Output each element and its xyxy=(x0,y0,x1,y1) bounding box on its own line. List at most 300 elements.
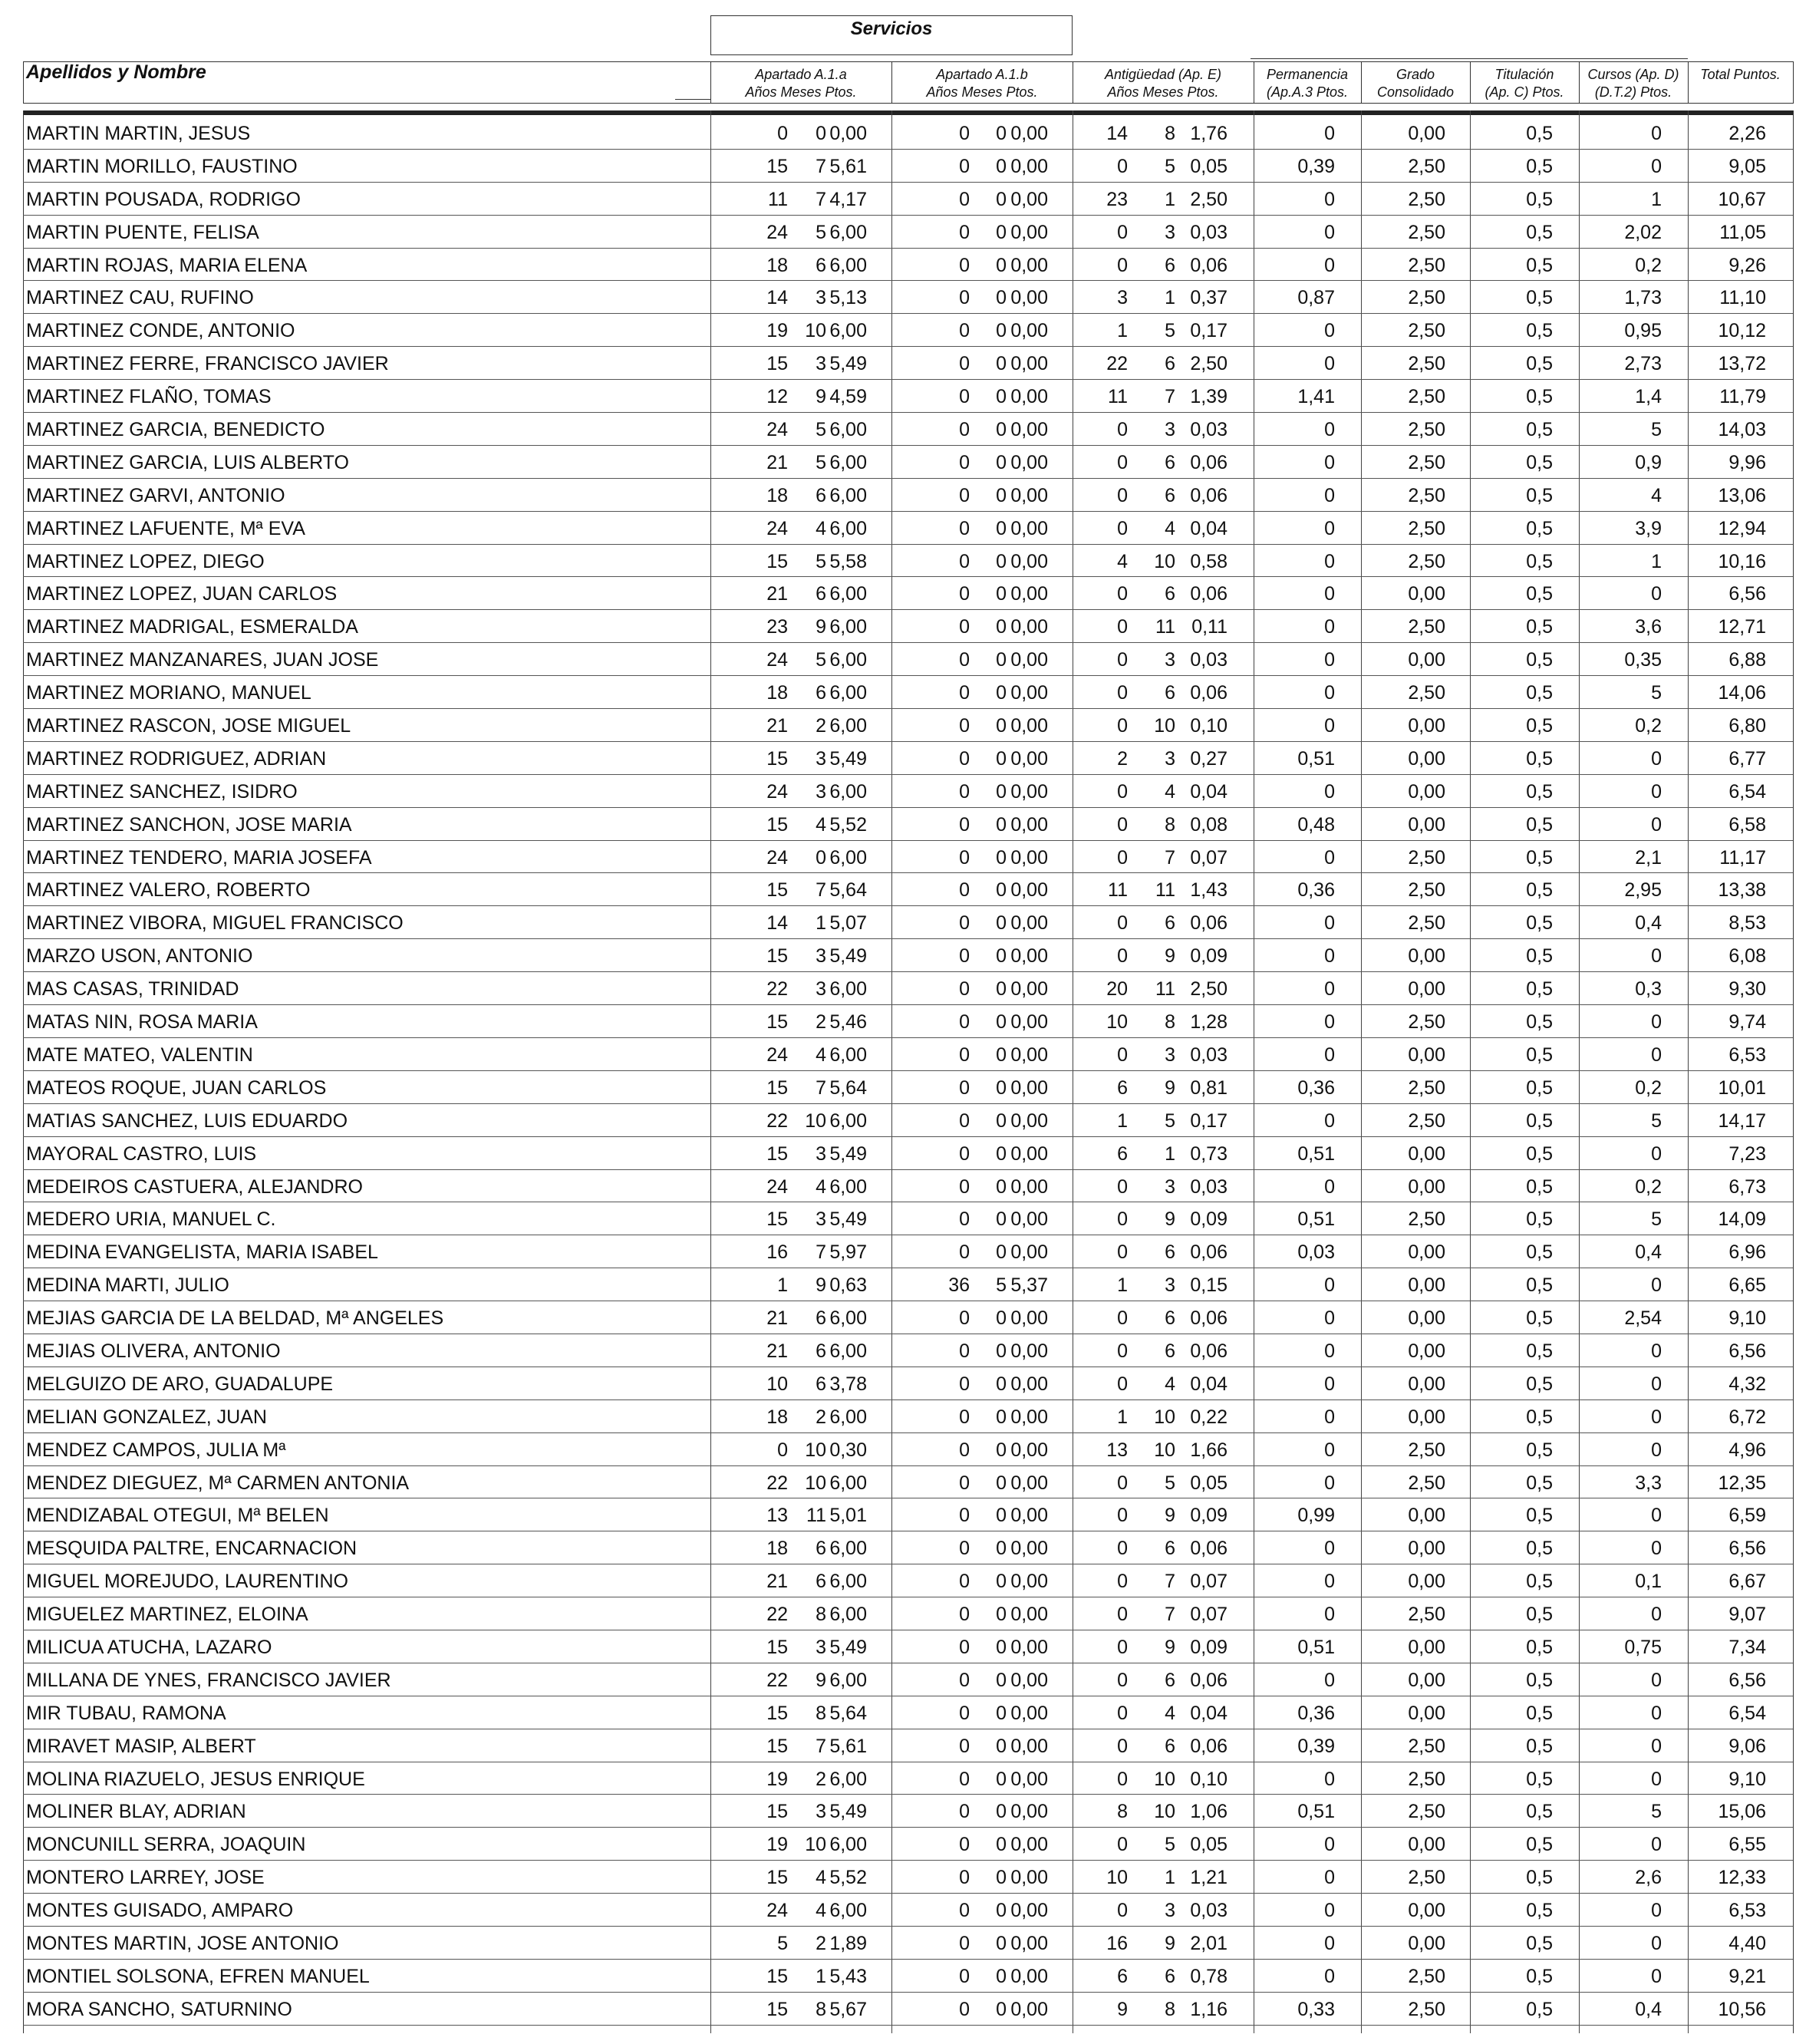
row-name: MARTIN MARTIN, JESUS xyxy=(26,123,251,144)
cell-a1b-meses: 0 xyxy=(996,353,1007,375)
row-name: MARTINEZ LAFUENTE, Mª EVA xyxy=(26,517,305,539)
cell-titulacion: 0,5 xyxy=(1526,1998,1553,2020)
cell-grado: 2,50 xyxy=(1408,1439,1445,1461)
cell-titulacion: 0,5 xyxy=(1526,945,1553,968)
cell-antig-meses: 10 xyxy=(1154,1768,1175,1790)
cell-permanencia: 0,36 xyxy=(1297,1702,1335,1724)
cell-a1a-meses: 6 xyxy=(816,1373,826,1395)
header-bottom-rule xyxy=(23,103,1794,104)
cell-antig-anos: 6 xyxy=(1117,1076,1128,1099)
cell-a1b-ptos: 0,00 xyxy=(1010,1932,1048,1954)
cell-a1b-ptos: 0,00 xyxy=(1010,484,1048,506)
cell-total: 10,16 xyxy=(1718,550,1766,572)
cell-titulacion: 0,5 xyxy=(1526,1109,1553,1132)
cell-a1a-meses: 4 xyxy=(816,517,826,539)
cell-permanencia: 0,36 xyxy=(1297,1076,1335,1099)
cell-permanencia: 0,51 xyxy=(1297,1801,1335,1823)
cell-antig-ptos: 0,10 xyxy=(1190,1768,1227,1790)
cell-a1a-meses: 6 xyxy=(816,1571,826,1593)
cell-permanencia: 0 xyxy=(1324,1109,1335,1132)
cell-grado: 2,50 xyxy=(1408,484,1445,506)
cell-a1a-anos: 24 xyxy=(766,1900,788,1922)
row-name: MATIAS SANCHEZ, LUIS EDUARDO xyxy=(26,1109,348,1132)
cell-a1b-anos: 0 xyxy=(959,583,970,605)
cell-a1b-meses: 0 xyxy=(996,1965,1007,1987)
cell-a1a-meses: 9 xyxy=(816,386,826,408)
cell-a1a-ptos: 0,63 xyxy=(829,1274,867,1297)
cell-a1a-meses: 6 xyxy=(816,583,826,605)
cell-a1b-anos: 0 xyxy=(959,320,970,342)
row-name: MATE MATEO, VALENTIN xyxy=(26,1043,253,1066)
cell-a1b-anos: 0 xyxy=(959,1373,970,1395)
cell-permanencia: 0 xyxy=(1324,517,1335,539)
cell-grado: 0,00 xyxy=(1408,1175,1445,1198)
cell-a1b-ptos: 0,00 xyxy=(1010,1636,1048,1658)
cell-a1a-ptos: 5,67 xyxy=(829,1998,867,2020)
cell-a1a-anos: 18 xyxy=(766,254,788,276)
cell-permanencia: 0,33 xyxy=(1297,1998,1335,2020)
cell-cursos: 2,95 xyxy=(1624,879,1662,902)
cell-total: 10,12 xyxy=(1718,320,1766,342)
cell-grado: 0,00 xyxy=(1408,123,1445,144)
cell-cursos: 3,6 xyxy=(1635,616,1662,638)
cell-permanencia: 0 xyxy=(1324,1274,1335,1297)
cell-a1a-meses: 10 xyxy=(805,1834,826,1856)
cell-titulacion: 0,5 xyxy=(1526,682,1553,704)
cell-titulacion: 0,5 xyxy=(1526,583,1553,605)
cell-a1a-meses: 3 xyxy=(816,945,826,968)
cell-a1b-anos: 0 xyxy=(959,1142,970,1165)
cell-titulacion: 0,5 xyxy=(1526,1932,1553,1954)
cell-antig-anos: 0 xyxy=(1117,1735,1128,1757)
cell-a1b-anos: 0 xyxy=(959,1439,970,1461)
cell-a1a-anos: 15 xyxy=(766,353,788,375)
cell-antig-meses: 9 xyxy=(1165,1636,1175,1658)
cell-total: 6,56 xyxy=(1728,1669,1766,1691)
cell-a1b-anos: 0 xyxy=(959,1076,970,1099)
cell-antig-meses: 6 xyxy=(1165,583,1175,605)
cell-a1b-ptos: 0,00 xyxy=(1010,1373,1048,1395)
cell-antig-anos: 0 xyxy=(1117,945,1128,968)
table-row xyxy=(23,873,1793,906)
cell-a1a-meses: 4 xyxy=(816,1175,826,1198)
cell-cursos: 0 xyxy=(1651,1538,1662,1560)
cell-a1b-anos: 0 xyxy=(959,1735,970,1757)
cell-antig-meses: 11 xyxy=(1155,978,1175,1001)
cell-antig-ptos: 0,06 xyxy=(1190,484,1227,506)
cell-cursos: 0 xyxy=(1651,1373,1662,1395)
cell-antig-meses: 11 xyxy=(1155,616,1175,638)
cell-a1a-anos: 15 xyxy=(766,1735,788,1757)
cell-a1a-meses: 6 xyxy=(816,682,826,704)
cell-cursos: 0,2 xyxy=(1635,1076,1662,1099)
cell-titulacion: 0,5 xyxy=(1526,320,1553,342)
cell-a1b-anos: 0 xyxy=(959,1636,970,1658)
cell-a1a-meses: 2 xyxy=(816,1406,826,1428)
cell-a1a-ptos: 6,00 xyxy=(829,1340,867,1362)
cell-cursos: 0 xyxy=(1651,747,1662,770)
cell-antig-meses: 7 xyxy=(1165,386,1175,408)
cell-antig-anos: 0 xyxy=(1117,1900,1128,1922)
cell-a1a-anos: 10 xyxy=(766,1373,788,1395)
cell-antig-anos: 0 xyxy=(1117,1636,1128,1658)
cell-cursos: 0,3 xyxy=(1635,978,1662,1001)
table-row xyxy=(23,1564,1793,1597)
cell-grado: 2,50 xyxy=(1408,1472,1445,1494)
cell-titulacion: 0,5 xyxy=(1526,747,1553,770)
cell-a1b-ptos: 0,00 xyxy=(1010,188,1048,210)
cell-a1a-ptos: 5,07 xyxy=(829,912,867,935)
cell-antig-ptos: 0,03 xyxy=(1190,1900,1227,1922)
cell-titulacion: 0,5 xyxy=(1526,1307,1553,1330)
cell-total: 15,06 xyxy=(1718,1801,1766,1823)
cell-a1a-anos: 15 xyxy=(766,1011,788,1034)
cell-antig-ptos: 0,06 xyxy=(1190,682,1227,704)
col-a1b-header xyxy=(891,66,1073,101)
cell-a1b-ptos: 0,00 xyxy=(1010,1241,1048,1264)
cell-antig-ptos: 0,17 xyxy=(1190,320,1227,342)
cell-antig-anos: 0 xyxy=(1117,1571,1128,1593)
cell-antig-ptos: 0,58 xyxy=(1190,550,1227,572)
cell-cursos: 0 xyxy=(1651,1406,1662,1428)
cell-antig-ptos: 0,09 xyxy=(1190,945,1227,968)
cell-a1a-meses: 8 xyxy=(816,1702,826,1724)
cell-antig-meses: 3 xyxy=(1165,1274,1175,1297)
cell-cursos: 5 xyxy=(1651,1208,1662,1231)
cell-antig-anos: 0 xyxy=(1117,419,1128,441)
cell-a1b-anos: 0 xyxy=(959,1472,970,1494)
data-table-body xyxy=(23,117,1793,2026)
cell-total: 6,67 xyxy=(1728,1571,1766,1593)
table-row xyxy=(23,1466,1793,1499)
cell-titulacion: 0,5 xyxy=(1526,123,1553,144)
cell-a1b-anos: 0 xyxy=(959,1669,970,1691)
cell-a1b-ptos: 0,00 xyxy=(1010,1505,1048,1527)
cell-titulacion: 0,5 xyxy=(1526,550,1553,572)
cell-a1a-meses: 5 xyxy=(816,649,826,671)
cell-antig-meses: 1 xyxy=(1165,1142,1175,1165)
cell-a1b-meses: 0 xyxy=(996,1142,1007,1165)
cell-antig-ptos: 0,09 xyxy=(1190,1208,1227,1231)
table-row xyxy=(23,1137,1793,1170)
cell-a1a-meses: 10 xyxy=(805,320,826,342)
cell-antig-meses: 5 xyxy=(1165,1109,1175,1132)
cell-grado: 2,50 xyxy=(1408,287,1445,309)
cell-a1a-ptos: 0,30 xyxy=(829,1439,867,1461)
cell-antig-anos: 0 xyxy=(1117,1241,1128,1264)
cell-antig-anos: 0 xyxy=(1117,813,1128,836)
cell-titulacion: 0,5 xyxy=(1526,1472,1553,1494)
cell-grado: 2,50 xyxy=(1408,1604,1445,1626)
cell-grado: 0,00 xyxy=(1408,1702,1445,1724)
cell-grado: 0,00 xyxy=(1408,1241,1445,1264)
cell-cursos: 0,9 xyxy=(1635,451,1662,473)
cell-grado: 0,00 xyxy=(1408,1406,1445,1428)
cell-cursos: 0 xyxy=(1651,1340,1662,1362)
cell-cursos: 0 xyxy=(1651,1834,1662,1856)
cell-a1b-anos: 0 xyxy=(959,1406,970,1428)
cell-a1b-meses: 0 xyxy=(996,1340,1007,1362)
cell-a1b-anos: 0 xyxy=(959,188,970,210)
cell-a1b-meses: 0 xyxy=(996,1636,1007,1658)
cell-a1a-meses: 0 xyxy=(816,123,826,144)
table-row xyxy=(23,1960,1793,1993)
cell-permanencia: 0,39 xyxy=(1297,1735,1335,1757)
cell-titulacion: 0,5 xyxy=(1526,1702,1553,1724)
cell-a1b-anos: 0 xyxy=(959,616,970,638)
cell-a1b-anos: 0 xyxy=(959,912,970,935)
row-name: MARTIN ROJAS, MARIA ELENA xyxy=(26,254,308,276)
cell-a1b-ptos: 0,00 xyxy=(1010,945,1048,968)
cell-a1b-anos: 0 xyxy=(959,1998,970,2020)
cell-a1a-anos: 21 xyxy=(766,583,788,605)
cell-cursos: 0 xyxy=(1651,583,1662,605)
cell-a1a-ptos: 6,00 xyxy=(829,1472,867,1494)
cell-total: 6,59 xyxy=(1728,1505,1766,1527)
table-row xyxy=(23,150,1793,183)
cell-a1a-ptos: 4,17 xyxy=(829,188,867,210)
cell-antig-anos: 0 xyxy=(1117,1175,1128,1198)
cell-permanencia: 0,51 xyxy=(1297,1208,1335,1231)
cell-a1a-ptos: 5,52 xyxy=(829,813,867,836)
cell-titulacion: 0,5 xyxy=(1526,188,1553,210)
cell-titulacion: 0,5 xyxy=(1526,451,1553,473)
cell-antig-meses: 6 xyxy=(1165,1241,1175,1264)
cell-total: 10,67 xyxy=(1718,188,1766,210)
cell-a1a-anos: 15 xyxy=(766,1702,788,1724)
cell-cursos: 2,6 xyxy=(1635,1867,1662,1889)
cell-antig-meses: 10 xyxy=(1154,1801,1175,1823)
cell-a1a-anos: 15 xyxy=(766,155,788,177)
table-row xyxy=(23,676,1793,709)
cell-cursos: 0 xyxy=(1651,1505,1662,1527)
cell-a1a-ptos: 6,00 xyxy=(829,715,867,737)
cell-a1b-ptos: 0,00 xyxy=(1010,1768,1048,1790)
cell-total: 11,05 xyxy=(1719,221,1766,243)
table-row xyxy=(23,939,1793,972)
table-row xyxy=(23,347,1793,380)
cell-antig-meses: 6 xyxy=(1165,1340,1175,1362)
cell-antig-anos: 8 xyxy=(1117,1801,1128,1823)
cell-a1a-meses: 7 xyxy=(816,1076,826,1099)
cell-cursos: 1,4 xyxy=(1635,386,1662,408)
col-total-header xyxy=(1688,66,1793,84)
cell-permanencia: 0 xyxy=(1324,1406,1335,1428)
cell-a1b-meses: 0 xyxy=(996,1208,1007,1231)
table-row xyxy=(23,1696,1793,1729)
row-name: MARTINEZ FLAÑO, TOMAS xyxy=(26,386,272,408)
cell-antig-meses: 3 xyxy=(1165,1900,1175,1922)
cell-antig-meses: 4 xyxy=(1165,1702,1175,1724)
cell-antig-ptos: 2,50 xyxy=(1190,353,1227,375)
table-row xyxy=(23,413,1793,446)
cell-a1a-ptos: 6,00 xyxy=(829,254,867,276)
cell-a1a-anos: 16 xyxy=(766,1241,788,1264)
cell-a1a-anos: 21 xyxy=(766,451,788,473)
cell-cursos: 0,2 xyxy=(1635,254,1662,276)
cell-total: 6,73 xyxy=(1728,1175,1766,1198)
cell-titulacion: 0,5 xyxy=(1526,1900,1553,1922)
hdr-sep xyxy=(1470,61,1471,103)
cell-a1a-meses: 9 xyxy=(816,1274,826,1297)
cell-a1a-ptos: 6,00 xyxy=(829,1900,867,1922)
cell-cursos: 0 xyxy=(1651,1702,1662,1724)
cell-a1a-meses: 6 xyxy=(816,1307,826,1330)
cell-a1a-anos: 0 xyxy=(777,123,788,144)
cell-a1a-anos: 24 xyxy=(766,419,788,441)
row-name: MARTINEZ CAU, RUFINO xyxy=(26,287,254,309)
table-row xyxy=(23,1005,1793,1038)
cell-a1b-anos: 0 xyxy=(959,682,970,704)
cell-a1b-meses: 0 xyxy=(996,1011,1007,1034)
table-row xyxy=(23,1828,1793,1861)
cell-a1b-ptos: 0,00 xyxy=(1010,1472,1048,1494)
table-row xyxy=(23,545,1793,578)
cell-grado: 2,50 xyxy=(1408,254,1445,276)
cell-antig-meses: 9 xyxy=(1165,945,1175,968)
cell-a1a-ptos: 6,00 xyxy=(829,649,867,671)
cell-a1a-meses: 10 xyxy=(805,1472,826,1494)
table-row xyxy=(23,1334,1793,1367)
cell-antig-ptos: 0,07 xyxy=(1190,1604,1227,1626)
header-top-rule-right xyxy=(1251,58,1688,59)
cell-permanencia: 0 xyxy=(1324,123,1335,144)
table-row xyxy=(23,577,1793,610)
cell-antig-ptos: 0,10 xyxy=(1190,715,1227,737)
row-name: MAYORAL CASTRO, LUIS xyxy=(26,1142,257,1165)
cell-total: 13,06 xyxy=(1718,484,1766,506)
cell-grado: 0,00 xyxy=(1408,1142,1445,1165)
cell-antig-ptos: 0,03 xyxy=(1190,419,1227,441)
cell-antig-meses: 6 xyxy=(1165,1307,1175,1330)
cell-a1a-ptos: 3,78 xyxy=(829,1373,867,1395)
cell-a1a-ptos: 6,00 xyxy=(829,1669,867,1691)
cell-a1b-anos: 0 xyxy=(959,155,970,177)
cell-titulacion: 0,5 xyxy=(1526,1965,1553,1987)
cell-titulacion: 0,5 xyxy=(1526,1340,1553,1362)
cell-a1a-meses: 0 xyxy=(816,846,826,869)
cell-total: 6,58 xyxy=(1728,813,1766,836)
cell-titulacion: 0,5 xyxy=(1526,1669,1553,1691)
cell-antig-meses: 1 xyxy=(1165,188,1175,210)
table-row xyxy=(23,1729,1793,1762)
row-name: MORA SANCHO, SATURNINO xyxy=(26,1998,292,2020)
cell-antig-anos: 0 xyxy=(1117,1604,1128,1626)
cell-a1b-anos: 0 xyxy=(959,1900,970,1922)
cell-a1b-anos: 0 xyxy=(959,1241,970,1264)
cell-antig-anos: 0 xyxy=(1117,254,1128,276)
cell-a1b-anos: 0 xyxy=(959,1965,970,1987)
cell-antig-meses: 8 xyxy=(1165,1011,1175,1034)
cell-antig-meses: 8 xyxy=(1165,1998,1175,2020)
cell-titulacion: 0,5 xyxy=(1526,1768,1553,1790)
cell-a1b-meses: 0 xyxy=(996,1604,1007,1626)
cell-a1a-anos: 24 xyxy=(766,649,788,671)
cell-total: 14,09 xyxy=(1718,1208,1766,1231)
cell-grado: 0,00 xyxy=(1408,1274,1445,1297)
cell-a1b-ptos: 0,00 xyxy=(1010,221,1048,243)
cell-a1b-anos: 0 xyxy=(959,1834,970,1856)
cell-a1a-anos: 18 xyxy=(766,682,788,704)
row-name: MONCUNILL SERRA, JOAQUIN xyxy=(26,1834,306,1856)
row-name: MILICUA ATUCHA, LAZARO xyxy=(26,1636,272,1658)
cell-antig-ptos: 0,15 xyxy=(1190,1274,1227,1297)
cell-a1b-anos: 36 xyxy=(948,1274,970,1297)
col-grado-sub: Consolidado xyxy=(1376,84,1455,100)
cell-a1a-meses: 3 xyxy=(816,1208,826,1231)
row-name: MENDEZ DIEGUEZ, Mª CARMEN ANTONIA xyxy=(26,1472,410,1494)
cell-total: 7,23 xyxy=(1728,1142,1766,1165)
cell-a1a-ptos: 6,00 xyxy=(829,978,867,1001)
cell-a1b-anos: 0 xyxy=(959,780,970,803)
cell-a1b-anos: 0 xyxy=(959,386,970,408)
cell-antig-ptos: 0,78 xyxy=(1190,1965,1227,1987)
cell-a1a-ptos: 6,00 xyxy=(829,419,867,441)
cell-a1b-meses: 0 xyxy=(996,1834,1007,1856)
cell-cursos: 0,35 xyxy=(1624,649,1662,671)
row-name: MARTINEZ GARCIA, LUIS ALBERTO xyxy=(26,451,349,473)
cell-titulacion: 0,5 xyxy=(1526,1636,1553,1658)
cell-a1b-anos: 0 xyxy=(959,978,970,1001)
cell-a1a-meses: 1 xyxy=(816,1965,826,1987)
cell-a1b-meses: 0 xyxy=(996,1109,1007,1132)
cell-a1b-meses: 0 xyxy=(996,1735,1007,1757)
cell-permanencia: 0 xyxy=(1324,715,1335,737)
cell-total: 10,01 xyxy=(1718,1076,1766,1099)
cell-antig-anos: 0 xyxy=(1117,221,1128,243)
cell-a1a-ptos: 5,49 xyxy=(829,1801,867,1823)
cell-a1a-anos: 15 xyxy=(766,1867,788,1889)
cell-antig-anos: 1 xyxy=(1117,320,1128,342)
cell-a1b-ptos: 0,00 xyxy=(1010,1109,1048,1132)
table-row xyxy=(23,1597,1793,1630)
col-antig-title: Antigüedad (Ap. E) xyxy=(1104,67,1222,82)
col-antig-header xyxy=(1073,66,1254,101)
cell-antig-anos: 1 xyxy=(1117,1406,1128,1428)
cell-a1a-ptos: 6,00 xyxy=(829,1834,867,1856)
cell-a1a-ptos: 5,49 xyxy=(829,945,867,968)
cell-a1a-ptos: 5,64 xyxy=(829,879,867,902)
cell-permanencia: 0 xyxy=(1324,1011,1335,1034)
cell-a1a-meses: 4 xyxy=(816,1900,826,1922)
cell-permanencia: 0 xyxy=(1324,1900,1335,1922)
cell-titulacion: 0,5 xyxy=(1526,1406,1553,1428)
cell-cursos: 1,73 xyxy=(1624,287,1662,309)
cell-permanencia: 0 xyxy=(1324,550,1335,572)
cell-a1b-anos: 0 xyxy=(959,517,970,539)
cell-a1b-ptos: 0,00 xyxy=(1010,550,1048,572)
cell-permanencia: 0 xyxy=(1324,1867,1335,1889)
table-row xyxy=(23,216,1793,249)
row-name: MARTINEZ RODRIGUEZ, ADRIAN xyxy=(26,747,327,770)
header-underline-left xyxy=(675,99,710,100)
cell-a1b-anos: 0 xyxy=(959,1604,970,1626)
cell-a1a-anos: 15 xyxy=(766,1636,788,1658)
table-row xyxy=(23,1861,1793,1894)
cell-antig-ptos: 0,04 xyxy=(1190,1702,1227,1724)
cell-grado: 2,50 xyxy=(1408,155,1445,177)
cell-a1b-meses: 0 xyxy=(996,419,1007,441)
row-name: MARTIN POUSADA, RODRIGO xyxy=(26,188,301,210)
cell-a1b-ptos: 0,00 xyxy=(1010,1043,1048,1066)
cell-a1b-ptos: 0,00 xyxy=(1010,287,1048,309)
cell-cursos: 3,9 xyxy=(1635,517,1662,539)
row-name: MARTINEZ TENDERO, MARIA JOSEFA xyxy=(26,846,372,869)
cell-a1a-anos: 18 xyxy=(766,1538,788,1560)
cell-cursos: 0 xyxy=(1651,1900,1662,1922)
cell-titulacion: 0,5 xyxy=(1526,1142,1553,1165)
cell-a1b-meses: 0 xyxy=(996,221,1007,243)
